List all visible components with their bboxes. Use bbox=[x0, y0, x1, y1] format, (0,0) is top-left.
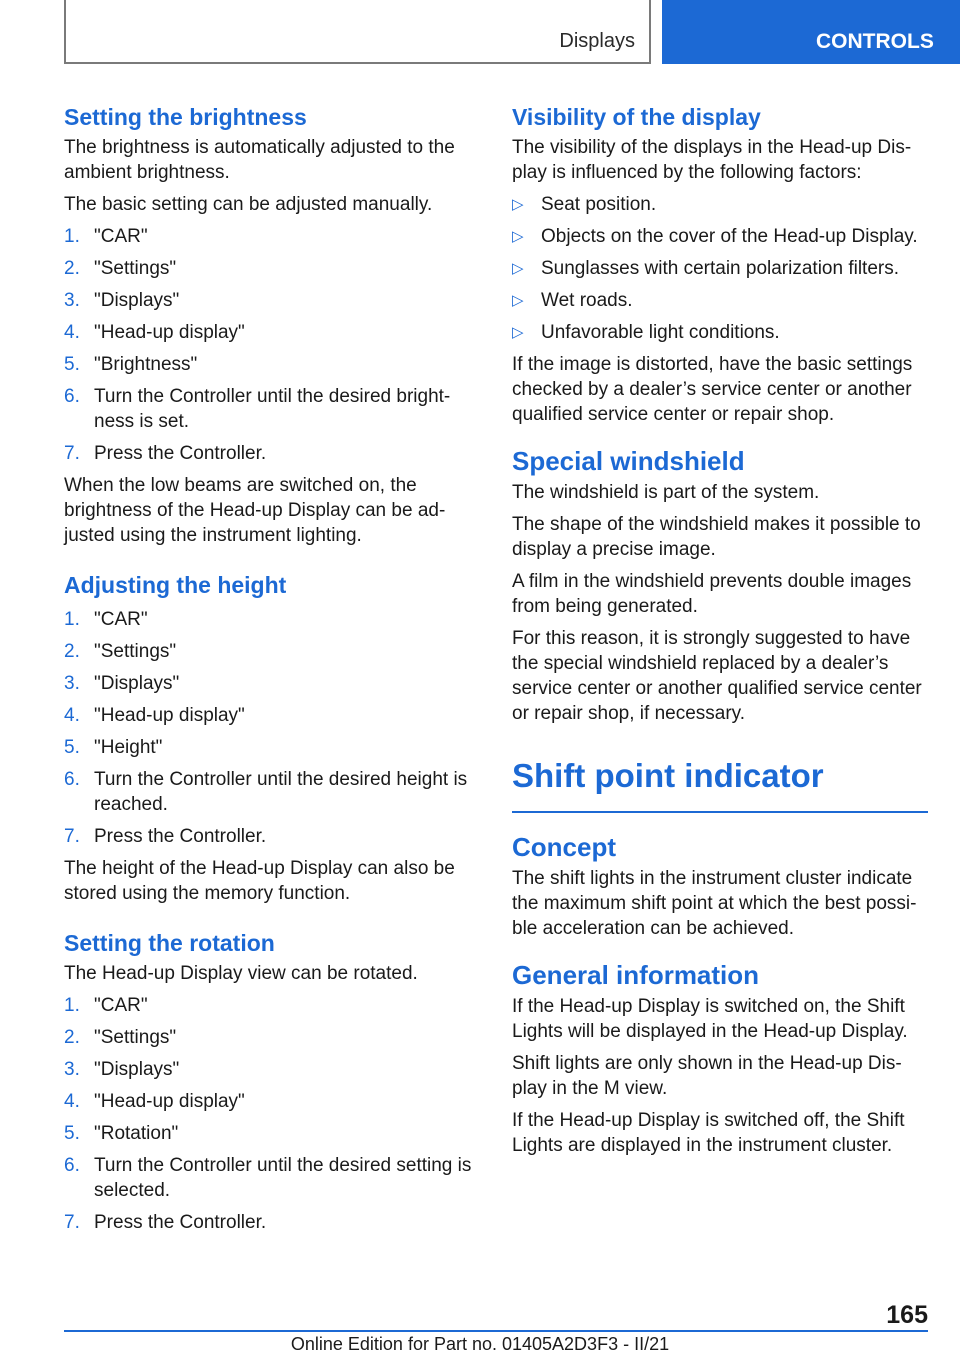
footer-divider bbox=[64, 1330, 928, 1332]
triangle-right-outline-icon: ▷ bbox=[512, 228, 524, 245]
step-number: 1. bbox=[64, 226, 80, 247]
step-number: 6. bbox=[64, 769, 80, 790]
paragraph: The Head-up Display view can be rotated. bbox=[64, 963, 418, 984]
list-item bbox=[64, 1210, 482, 1235]
page-number: 165 bbox=[886, 1301, 928, 1329]
step-number: 2. bbox=[64, 641, 80, 662]
heading-special-windshield: Special windshield bbox=[512, 446, 745, 476]
step-number: 7. bbox=[64, 1212, 80, 1233]
list-item bbox=[64, 352, 482, 377]
height-steps bbox=[64, 607, 482, 849]
visibility-factors-list bbox=[512, 192, 928, 345]
step-text: "Head-up display" bbox=[94, 1091, 245, 1112]
step-text: "Head-up display" bbox=[94, 705, 245, 726]
list-item bbox=[64, 384, 482, 434]
bullet-text: Objects on the cover of the Head-up Display. bbox=[541, 226, 918, 247]
list-item bbox=[64, 224, 482, 249]
step-text: "CAR" bbox=[94, 226, 148, 247]
step-text: Press the Controller. bbox=[94, 826, 267, 847]
list-item bbox=[64, 320, 482, 345]
paragraph: The windshield is part of the system. bbox=[512, 482, 820, 503]
list-item bbox=[512, 224, 928, 249]
heading-concept: Concept bbox=[512, 832, 616, 862]
step-text: "Displays" bbox=[94, 673, 180, 694]
step-number: 7. bbox=[64, 826, 80, 847]
list-item bbox=[64, 1153, 482, 1203]
header-chapter-tab bbox=[662, 0, 960, 64]
step-number: 4. bbox=[64, 1091, 80, 1112]
paragraph: If the Head-up Display is switched on, the Shift Lights will be displayed in the Head-up Display. bbox=[512, 996, 908, 1042]
list-item bbox=[64, 1057, 482, 1082]
step-number: 3. bbox=[64, 290, 80, 311]
bullet-text: Wet roads. bbox=[541, 290, 633, 311]
list-item bbox=[64, 993, 482, 1018]
step-number: 1. bbox=[64, 609, 80, 630]
step-text: Turn the Controller until the desired height is reached. bbox=[94, 769, 468, 815]
step-number: 4. bbox=[64, 705, 80, 726]
step-number: 3. bbox=[64, 673, 80, 694]
paragraph: A film in the windshield prevents double images from being generated. bbox=[512, 571, 912, 617]
footer-edition-text: Online Edition for Part no. 01405A2D3F3 - II/21 bbox=[290, 1334, 670, 1354]
list-item bbox=[64, 671, 482, 696]
step-number: 1. bbox=[64, 995, 80, 1016]
heading-general-information: General information bbox=[512, 960, 760, 990]
list-item bbox=[64, 1121, 482, 1146]
list-item bbox=[64, 824, 482, 849]
list-item bbox=[512, 192, 928, 217]
step-number: 5. bbox=[64, 354, 80, 375]
heading-visibility-display: Visibility of the display bbox=[512, 104, 761, 130]
rotation-steps bbox=[64, 993, 482, 1235]
step-number: 5. bbox=[64, 737, 80, 758]
paragraph: The shape of the windshield makes it possible to display a precise image. bbox=[512, 514, 921, 560]
footer-edition bbox=[0, 1334, 960, 1355]
step-text: "Brightness" bbox=[94, 354, 198, 375]
step-text: Turn the Controller until the desired bright‐ness is set. bbox=[94, 386, 451, 432]
step-text: "Rotation" bbox=[94, 1123, 179, 1144]
right-column bbox=[512, 102, 928, 1165]
list-item bbox=[64, 607, 482, 632]
step-text: "CAR" bbox=[94, 609, 148, 630]
bullet-text: Sunglasses with certain polarization filters. bbox=[541, 258, 900, 279]
step-number: 6. bbox=[64, 386, 80, 407]
paragraph: The height of the Head-up Display can also be stored using the memory function. bbox=[64, 858, 455, 904]
list-item bbox=[64, 256, 482, 281]
step-text: Press the Controller. bbox=[94, 1212, 267, 1233]
heading-setting-brightness: Setting the brightness bbox=[64, 104, 307, 130]
step-number: 5. bbox=[64, 1123, 80, 1144]
bullet-text: Seat position. bbox=[541, 194, 657, 215]
list-item bbox=[512, 256, 928, 281]
paragraph: The basic setting can be adjusted manually. bbox=[64, 194, 433, 215]
list-item bbox=[64, 639, 482, 664]
step-number: 6. bbox=[64, 1155, 80, 1176]
header-chapter-title: CONTROLS bbox=[816, 30, 934, 53]
step-text: Turn the Controller until the desired setting is selected. bbox=[94, 1155, 472, 1201]
step-text: "Head-up display" bbox=[94, 322, 245, 343]
step-text: "CAR" bbox=[94, 995, 148, 1016]
heading-adjusting-height: Adjusting the height bbox=[64, 572, 287, 598]
step-text: Press the Controller. bbox=[94, 443, 267, 464]
header-section-box bbox=[64, 0, 651, 64]
triangle-right-outline-icon: ▷ bbox=[512, 324, 524, 341]
left-column bbox=[64, 102, 482, 1242]
list-item bbox=[64, 767, 482, 817]
step-text: "Height" bbox=[94, 737, 163, 758]
heading-setting-rotation: Setting the rotation bbox=[64, 930, 275, 956]
paragraph: The visibility of the displays in the Head-up Dis‐play is influenced by the following factors: bbox=[512, 137, 912, 183]
list-item bbox=[64, 703, 482, 728]
list-item bbox=[64, 288, 482, 313]
triangle-right-outline-icon: ▷ bbox=[512, 196, 524, 213]
step-number: 4. bbox=[64, 322, 80, 343]
step-number: 2. bbox=[64, 258, 80, 279]
step-text: "Displays" bbox=[94, 290, 180, 311]
list-item bbox=[64, 1025, 482, 1050]
step-text: "Settings" bbox=[94, 1027, 177, 1048]
list-item bbox=[64, 735, 482, 760]
list-item bbox=[64, 1089, 482, 1114]
step-text: "Settings" bbox=[94, 258, 177, 279]
paragraph: Shift lights are only shown in the Head-up Dis‐play in the M view. bbox=[512, 1053, 902, 1099]
brightness-steps bbox=[64, 224, 482, 466]
paragraph: The shift lights in the instrument cluster indicate the maximum shift point at which the best possi‐ble acceleration can be achieved. bbox=[512, 868, 917, 939]
step-number: 3. bbox=[64, 1059, 80, 1080]
header-section-title: Displays bbox=[559, 30, 635, 52]
list-item bbox=[512, 288, 928, 313]
list-item bbox=[512, 320, 928, 345]
step-number: 7. bbox=[64, 443, 80, 464]
triangle-right-outline-icon: ▷ bbox=[512, 292, 524, 309]
list-item bbox=[64, 441, 482, 466]
paragraph: When the low beams are switched on, the brightness of the Head-up Display can be ad‐justed using the instrument lighting. bbox=[64, 475, 446, 546]
step-text: "Settings" bbox=[94, 641, 177, 662]
paragraph: For this reason, it is strongly suggested to have the special windshield replaced by a dealer’s service center or another qualified service center or repair shop, if necessary. bbox=[512, 628, 922, 724]
triangle-right-outline-icon: ▷ bbox=[512, 260, 524, 277]
step-number: 2. bbox=[64, 1027, 80, 1048]
bullet-text: Unfavorable light conditions. bbox=[541, 322, 780, 343]
paragraph: If the image is distorted, have the basic settings checked by a dealer’s service center or another qualified service center or repair shop. bbox=[512, 354, 913, 425]
step-text: "Displays" bbox=[94, 1059, 180, 1080]
heading-shift-point-indicator: Shift point indicator bbox=[512, 756, 928, 813]
paragraph: If the Head-up Display is switched off, the Shift Lights are displayed in the instrument cluster. bbox=[512, 1110, 905, 1156]
paragraph: The brightness is automatically adjusted to the ambient brightness. bbox=[64, 137, 455, 183]
page-header bbox=[0, 0, 960, 66]
